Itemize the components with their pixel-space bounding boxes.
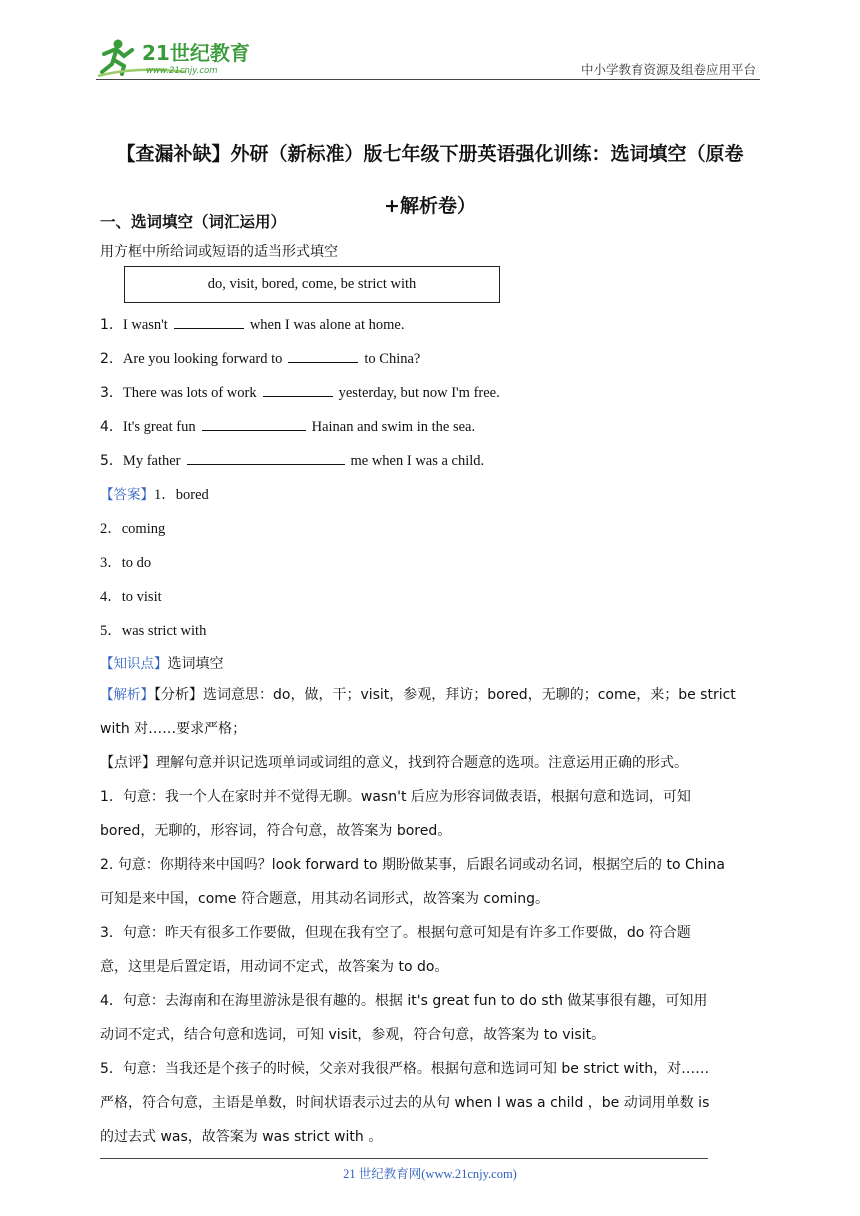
answer-line-3: 3．to do — [100, 555, 152, 571]
answer-line-5: 5．was strict with — [100, 623, 207, 639]
section-heading: 一、选词填空（词汇运用） — [100, 213, 287, 231]
analysis-block: 【解析】【分析】选词意思：do，做，干；visit，参观，拜访；bored，无聊的；come，来；be strict with 对……要求严格； 【点评】理解句意并识记选项单词或词组的意义，找到符合题意的选项。注意运用正确的形式。 1．句意：我一个人在家时并不觉得无聊。wasn't 后应为形容词做表语，根据句意和选词，可知 bored，无聊的，形容词，符合句意，故答案为 bored。 2. 句意：你期待来中国吗？look forward to 期盼做某事，后跟名词或动名词，根据空后的 to China 可知是来中国，come 符合题意，用其动名词形式，故答案为 coming。 3．句意：昨天有很多工作要做，但现在我有空了。根据句意可知是有许多工作要做，do 符合题 意，这里是后置定语，用动词不定式，故答案为 to do。 4．句意：去海南和在海里游泳是很有趣的。根据 it's great fun to do sth 做某事很有趣，可知用 动词不定式，结合句意和选词，可知 visit，参观，符合句意，故答案为 to visit。 5．句意：当我还是个孩子的时候，父亲对我很严格。根据句意和选词可知 be strict with，对…… 严格，符合句意，主语是单数，时间状语表示过去的从句 when I was a child ，be 动词用单数 is 的过去式 was，故答案为 was strict with 。 — [100, 687, 736, 1145]
question-5: 5．My father me when I was a child. — [100, 450, 484, 470]
21cnjy-logo — [96, 36, 266, 78]
footer-divider — [100, 1158, 708, 1159]
answer-blank[interactable] — [288, 348, 358, 363]
title-line-2: +解析卷） — [384, 195, 476, 217]
answer-line-4: 4．to visit — [100, 589, 162, 605]
answer-tag: 【答案】 — [100, 487, 154, 503]
answer-line-2: 2．coming — [100, 521, 166, 537]
page-header — [96, 36, 760, 80]
answer-blank[interactable] — [174, 314, 244, 329]
question-3: 3．There was lots of work yesterday, but now I'm free. — [100, 382, 500, 402]
answer-blank[interactable] — [263, 382, 333, 397]
knowledge-tag: 【知识点】 — [100, 656, 168, 672]
answer-blank[interactable] — [202, 416, 306, 431]
word-box: do, visit, bored, come, be strict with — [124, 266, 500, 303]
question-1: 1．I wasn't when I was alone at home. — [100, 314, 404, 334]
instruction-text: 用方框中所给词或短语的适当形式填空 — [100, 244, 338, 260]
question-2: 2．Are you looking forward to to China? — [100, 348, 420, 368]
svg-text:21世纪教育: 21世纪教育 — [142, 41, 250, 65]
footer-link[interactable]: 21 世纪教育网(www.21cnjy.com) — [343, 1167, 517, 1181]
knowledge-point: 【知识点】选词填空 — [100, 656, 224, 672]
title-line-1: 【查漏补缺】外研（新标准）版七年级下册英语强化训练：选词填空（原卷 — [116, 143, 744, 165]
answer-blank[interactable] — [187, 450, 345, 465]
analysis-tag: 【解析】 — [100, 687, 154, 703]
platform-name: 中小学教育资源及组卷应用平台 — [580, 62, 756, 77]
answer-line-1: 【答案】1．bored — [100, 487, 209, 503]
header-divider — [96, 79, 760, 80]
question-4: 4．It's great fun Hainan and swim in the sea. — [100, 416, 475, 436]
svg-text:www.21cnjy.com: www.21cnjy.com — [146, 66, 218, 76]
